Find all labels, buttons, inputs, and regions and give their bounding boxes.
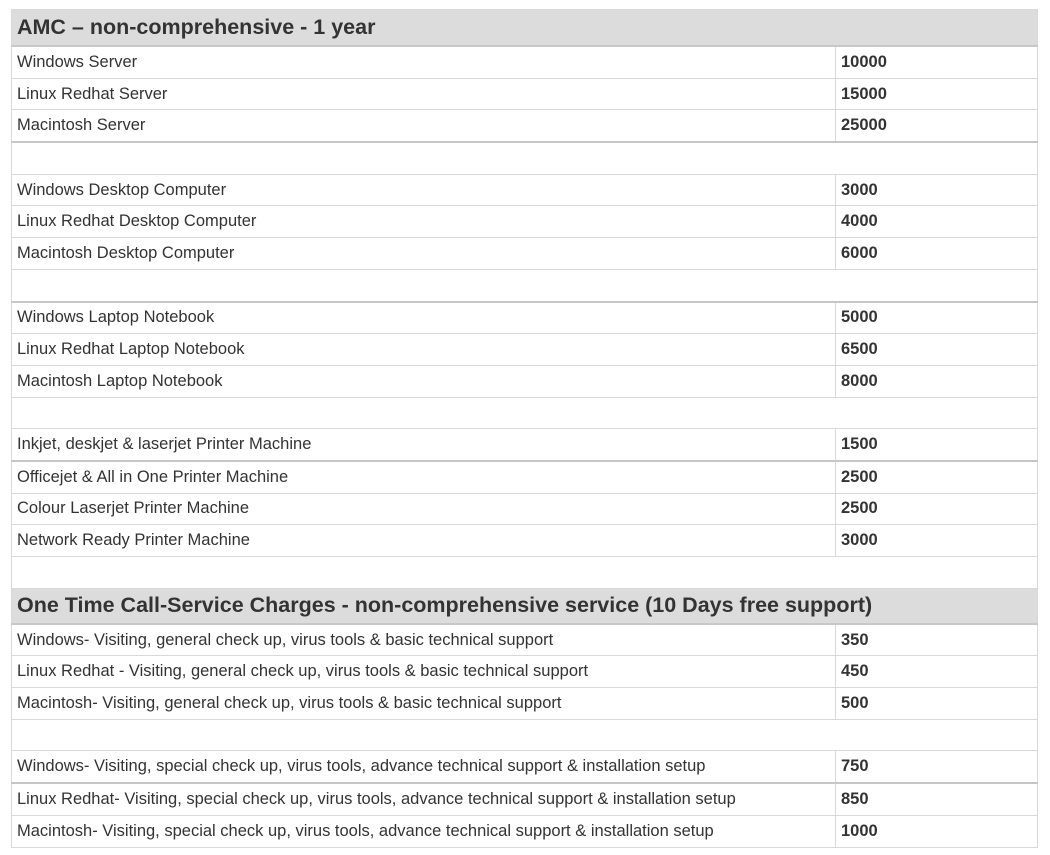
table-row — [12, 429, 1038, 461]
service-label: Windows Desktop Computer — [12, 174, 836, 206]
service-label: Officejet & All in One Printer Machine — [12, 461, 836, 493]
service-price: 850 — [836, 783, 1038, 815]
table-row — [12, 238, 1038, 270]
amc-section-header — [12, 10, 1038, 47]
spacer-row — [12, 142, 1038, 174]
service-label: Windows Laptop Notebook — [12, 302, 836, 334]
callservice-section-title: One Time Call-Service Charges - non-comprehensive service (10 Days free support) — [12, 588, 1038, 624]
table-row — [12, 110, 1038, 142]
service-label: Windows- Visiting, special check up, virus tools, advance technical support & installation setup — [12, 751, 836, 783]
spacer-row — [12, 557, 1038, 589]
table-row — [12, 302, 1038, 334]
service-price: 450 — [836, 656, 1038, 688]
table-row — [12, 751, 1038, 783]
service-label: Linux Redhat Server — [12, 78, 836, 110]
spacer-cell — [12, 269, 1038, 301]
service-price: 500 — [836, 688, 1038, 720]
service-label: Linux Redhat- Visiting, special check up, virus tools, advance technical support & installation setup — [12, 783, 836, 815]
service-price: 1500 — [836, 429, 1038, 461]
table-row — [12, 78, 1038, 110]
service-price: 8000 — [836, 365, 1038, 397]
table-row — [12, 624, 1038, 656]
service-price: 2500 — [836, 493, 1038, 525]
service-price: 5000 — [836, 302, 1038, 334]
spacer-cell — [12, 142, 1038, 174]
service-price: 10000 — [836, 46, 1038, 78]
table-row — [12, 206, 1038, 238]
service-price: 1000 — [836, 815, 1038, 847]
service-label: Linux Redhat - Visiting, general check up, virus tools & basic technical support — [12, 656, 836, 688]
service-label: Macintosh- Visiting, general check up, virus tools & basic technical support — [12, 688, 836, 720]
service-price: 25000 — [836, 110, 1038, 142]
spacer-row — [12, 269, 1038, 301]
spacer-row — [12, 397, 1038, 429]
amc-section-title: AMC – non-comprehensive - 1 year — [12, 10, 1038, 47]
service-label: Linux Redhat Laptop Notebook — [12, 334, 836, 366]
service-label: Macintosh Server — [12, 110, 836, 142]
service-label: Macintosh Laptop Notebook — [12, 365, 836, 397]
spacer-cell — [12, 557, 1038, 589]
callservice-section-header — [12, 588, 1038, 624]
table-row — [12, 656, 1038, 688]
service-price: 750 — [836, 751, 1038, 783]
service-label: Colour Laserjet Printer Machine — [12, 493, 836, 525]
table-row — [12, 46, 1038, 78]
service-label: Linux Redhat Desktop Computer — [12, 206, 836, 238]
spacer-cell — [12, 719, 1038, 751]
service-label: Inkjet, deskjet & laserjet Printer Machine — [12, 429, 836, 461]
service-price: 4000 — [836, 206, 1038, 238]
service-label: Windows Server — [12, 46, 836, 78]
pricing-table — [11, 9, 1038, 848]
table-row — [12, 174, 1038, 206]
spacer-cell — [12, 397, 1038, 429]
service-price: 6000 — [836, 238, 1038, 270]
service-price: 3000 — [836, 525, 1038, 557]
table-row — [12, 365, 1038, 397]
table-row — [12, 334, 1038, 366]
table-row — [12, 783, 1038, 815]
service-price: 3000 — [836, 174, 1038, 206]
spacer-row — [12, 719, 1038, 751]
table-row — [12, 688, 1038, 720]
service-price: 2500 — [836, 461, 1038, 493]
service-price: 15000 — [836, 78, 1038, 110]
table-row — [12, 525, 1038, 557]
service-label: Network Ready Printer Machine — [12, 525, 836, 557]
service-label: Macintosh Desktop Computer — [12, 238, 836, 270]
service-label: Macintosh- Visiting, special check up, virus tools, advance technical support & installation setup — [12, 815, 836, 847]
service-label: Windows- Visiting, general check up, virus tools & basic technical support — [12, 624, 836, 656]
service-price: 6500 — [836, 334, 1038, 366]
table-row — [12, 815, 1038, 847]
table-row — [12, 493, 1038, 525]
service-price: 350 — [836, 624, 1038, 656]
table-row — [12, 461, 1038, 493]
